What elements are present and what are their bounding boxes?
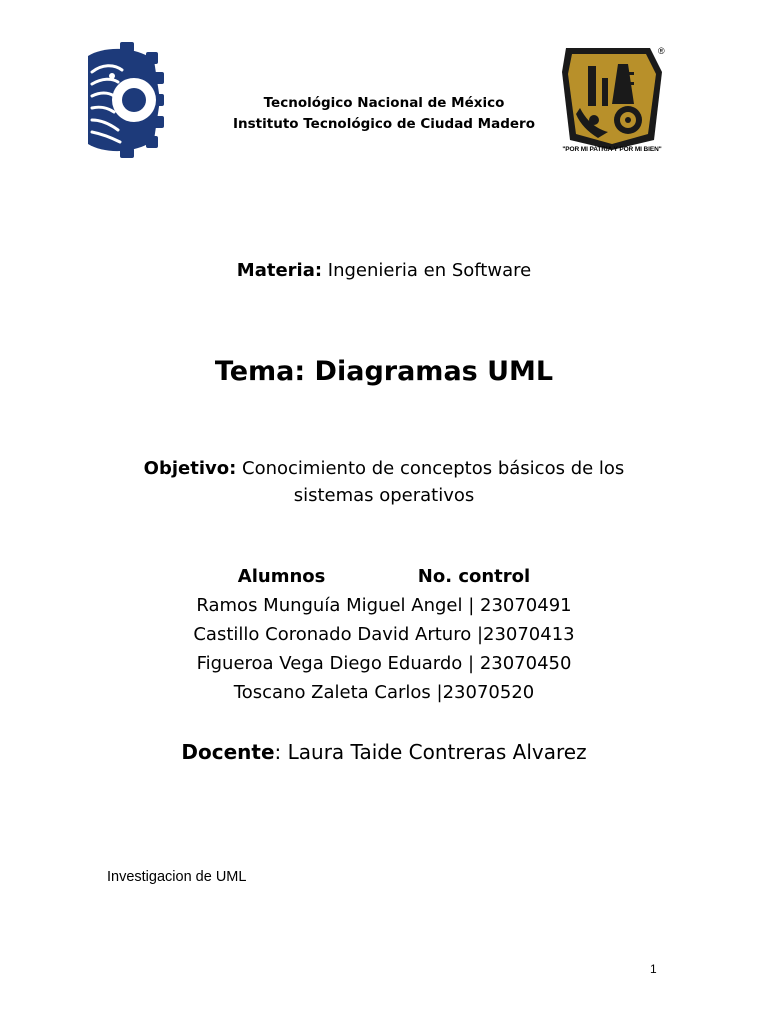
topic-title — [84, 356, 684, 387]
subject-label: Materia: — [236, 260, 323, 281]
students-header-name: Alumnos — [237, 566, 326, 587]
subject-value: Ingenieria en Software — [322, 260, 532, 281]
objective-label: Objetivo: — [143, 458, 237, 479]
institution-header — [180, 93, 588, 135]
subject-line — [84, 260, 684, 281]
students-header-control: No. control — [417, 566, 531, 587]
logo-motto: "POR MI PATRIA Y POR MI BIEN" — [562, 146, 662, 153]
institution-name: Tecnológico Nacional de México — [263, 95, 505, 111]
students-table-header — [84, 566, 684, 587]
student-row: Castillo Coronado David Arturo |23070413 — [193, 624, 575, 645]
campus-name: Instituto Tecnológico de Ciudad Madero — [233, 116, 535, 132]
itcm-shield-logo-icon — [558, 44, 668, 160]
objective-paragraph — [134, 455, 634, 509]
teacher-line — [84, 740, 684, 764]
tecnm-eagle-gear-logo-icon — [84, 42, 164, 158]
student-row: Ramos Munguía Miguel Angel | 23070491 — [196, 595, 572, 616]
student-row: Figueroa Vega Diego Eduardo | 23070450 — [196, 653, 572, 674]
page-number: 1 — [650, 962, 657, 976]
document-note: Investigacion de UML — [107, 869, 247, 885]
teacher-value: : Laura Taide Contreras Alvarez — [274, 740, 587, 764]
objective-value: Conocimiento de conceptos básicos de los sistemas operativos — [236, 458, 625, 506]
registered-mark: ® — [658, 46, 665, 56]
teacher-label: Docente — [181, 740, 275, 764]
student-row: Toscano Zaleta Carlos |23070520 — [233, 682, 535, 703]
topic-value: Diagramas UML — [305, 356, 554, 387]
topic-label: Tema: — [214, 356, 306, 387]
